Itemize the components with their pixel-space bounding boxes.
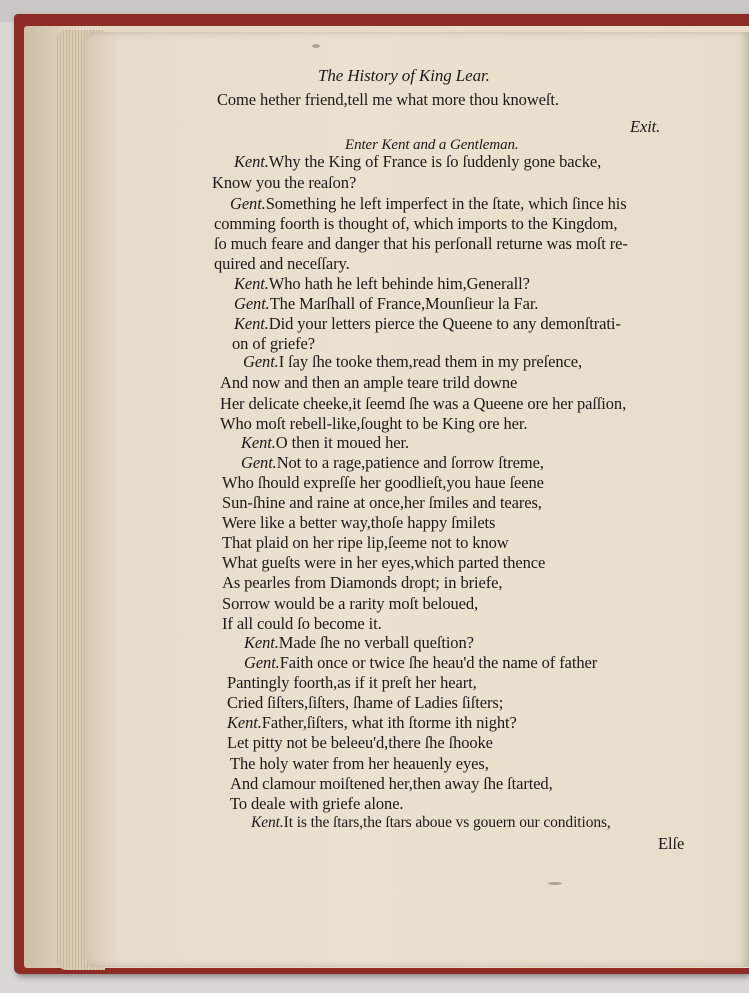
catchword: Elſe (658, 834, 685, 853)
speaker-label: Kent. (227, 713, 262, 732)
line-text: Did your letters pierce the Queene to any demonſtrati- (268, 314, 621, 333)
text-line: Who moſt rebell-like,ſought to be King ore her. (220, 414, 528, 433)
text-line: As pearles from Diamonds dropt; in briefe, (222, 573, 503, 592)
text-line: ſo much feare and danger that his perſonall returne was moſt re- (214, 234, 628, 253)
speaker-label: Gent. (234, 294, 270, 313)
line-text: Made ſhe no verball queſtion? (278, 633, 474, 652)
text-line (251, 813, 611, 833)
text-line: on of griefe? (232, 334, 315, 353)
text-line: Were like a better way,thoſe happy ſmilets (222, 513, 496, 532)
text-line: Sun-ſhine and raine at once,her ſmiles and teares, (222, 493, 542, 512)
stage-direction: Enter Kent and a Gentleman. (345, 137, 519, 153)
text-line: quired and neceſſary. (214, 254, 350, 273)
text-line (244, 633, 474, 653)
line-text: I ſay ſhe tooke them,read them in my preſence, (278, 352, 582, 371)
text-line: And now and then an ample teare trild downe (220, 373, 518, 392)
text-line: The holy water from her heauenly eyes, (230, 754, 489, 773)
text-line (244, 653, 597, 673)
line-text: It is the ſtars,the ſtars aboue vs gouern our conditions, (283, 814, 611, 831)
text-line: Let pitty not be beleeu'd,there ſhe ſhooke (227, 733, 493, 752)
text-line: Sorrow would be a rarity moſt beloued, (222, 594, 479, 613)
text-line (234, 274, 530, 294)
text-line (234, 314, 621, 334)
speaker-label: Gent. (243, 352, 279, 371)
line-text: Faith once or twice ſhe heau'd the name of father (279, 653, 598, 672)
text-line: That plaid on her ripe lip,ſeeme not to know (222, 533, 509, 552)
text-line: Know you the reaſon? (212, 173, 357, 192)
line-text: Who hath he left behinde him,Generall? (268, 274, 530, 293)
running-title: The History of King Lear. (318, 66, 490, 85)
text-line: Her delicate cheeke,it ſeemd ſhe was a Queene ore her paſſion, (220, 394, 627, 413)
text-line: comming foorth is thought of, which imports to the Kingdom, (214, 214, 618, 233)
speaker-label: Kent. (241, 433, 276, 452)
text-line: And clamour moiſtened her,then away ſhe ſtarted, (230, 774, 553, 793)
speaker-label: Gent. (244, 653, 280, 672)
text-line: If all could ſo become it. (222, 614, 382, 633)
text-line: Who ſhould expreſſe her goodlieſt,you haue ſeene (222, 473, 544, 492)
speaker-label: Gent. (241, 453, 277, 472)
text-line (230, 194, 627, 214)
speaker-label: Kent. (251, 814, 284, 831)
text-line (241, 433, 409, 453)
speaker-label: Kent. (244, 633, 279, 652)
line-text: Father,ſiſters, what ith ſtorme ith night? (261, 713, 517, 732)
exit-direction: Exit. (630, 117, 661, 136)
text-line (241, 453, 544, 473)
line-text: Why the King of France is ſo ſuddenly gone backe, (268, 152, 602, 171)
line-text: Something he left imperfect in the ſtate, which ſince his (265, 194, 627, 213)
text-line (234, 152, 601, 172)
speaker-label: Gent. (230, 194, 266, 213)
line-text: O then it moued her. (275, 433, 409, 452)
line-text: The Marſhall of France,Mounſieur la Far. (269, 294, 539, 313)
speaker-label: Kent. (234, 274, 269, 293)
text-line: To deale with griefe alone. (230, 794, 404, 813)
speaker-label: Kent. (234, 314, 269, 333)
line-text: Not to a rage,patience and ſorrow ſtreme, (276, 453, 544, 472)
text-line (234, 294, 538, 314)
text-line (243, 352, 582, 372)
text-line (227, 713, 517, 733)
speaker-label: Kent. (234, 152, 269, 171)
text-line: Pantingly foorth,as if it preſt her heart, (227, 673, 477, 692)
text-line: What gueſts were in her eyes,which parted thence (222, 553, 546, 572)
text-line: Cried ſiſters,ſiſters, ſhame of Ladies ſiſters; (227, 693, 504, 712)
text-line: Come hether friend,tell me what more thou knoweſt. (217, 90, 559, 109)
